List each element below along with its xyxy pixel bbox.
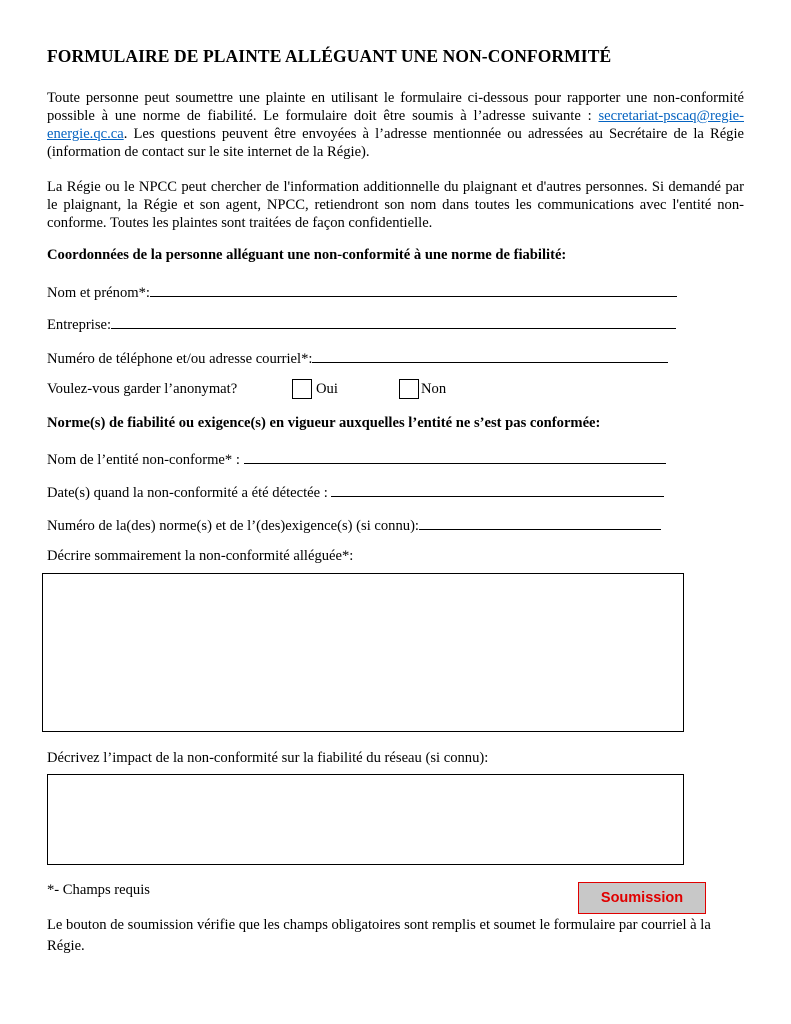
- date-label: Date(s) quand la non-conformité a été détectée :: [47, 485, 332, 501]
- submit-button[interactable]: Soumission: [578, 882, 706, 914]
- anonymity-yes-checkbox[interactable]: [292, 379, 312, 399]
- phone-label: Numéro de téléphone et/ou adresse courriel*:: [47, 351, 313, 367]
- required-note: *- Champs requis: [47, 882, 150, 898]
- date-input-line[interactable]: [331, 482, 664, 497]
- anonymity-no-checkbox[interactable]: [399, 379, 419, 399]
- impact-textarea[interactable]: [47, 774, 684, 865]
- norms-section-heading: Norme(s) de fiabilité ou exigence(s) en vigueur auxquelles l’entité ne s’est pas conformée:: [47, 415, 601, 431]
- name-field-row: [47, 282, 677, 302]
- email-link[interactable]: secretariat-pscaq@regie-energie.qc.ca: [47, 108, 744, 142]
- date-field-row: [47, 482, 664, 502]
- company-field-row: [47, 314, 676, 334]
- company-input-line[interactable]: [111, 314, 676, 329]
- company-label: Entreprise:: [47, 317, 112, 333]
- submit-note: Le bouton de soumission vérifie que les champs obligatoires sont remplis et soumet le formulaire par courriel à la Régie.: [47, 917, 711, 954]
- entity-label: Nom de l’entité non-conforme* :: [47, 452, 244, 468]
- norm-input-line[interactable]: [419, 515, 661, 530]
- description-textarea[interactable]: [42, 573, 684, 732]
- impact-label: Décrivez l’impact de la non-conformité sur la fiabilité du réseau (si connu):: [47, 750, 489, 766]
- form-title: FORMULAIRE DE PLAINTE ALLÉGUANT UNE NON-CONFORMITÉ: [47, 46, 612, 66]
- norm-field-row: [47, 515, 661, 535]
- intro-text-end: . Les questions peuvent être envoyées à l’adresse mentionnée ou adressées au Secrétaire de la Régie (information de contact sur le site internet de la Régie).: [47, 126, 744, 160]
- phone-field-row: [47, 348, 668, 368]
- name-label: Nom et prénom*:: [47, 285, 150, 301]
- intro-paragraph: [47, 89, 744, 161]
- confidentiality-paragraph: La Régie ou le NPCC peut chercher de l'information additionnelle du plaignant et d'autres personnes. Si demandé par le plaignant, la Régie et son agent, NPCC, retiendront son nom dans toutes les communications avec l'entité non-conforme. Toutes les plaintes sont traitées de façon confidentielle.: [47, 179, 744, 231]
- anonymity-yes-label: Oui: [316, 381, 338, 397]
- entity-field-row: [47, 449, 666, 469]
- anonymity-label: Voulez-vous garder l’anonymat?: [47, 381, 238, 397]
- phone-input-line[interactable]: [312, 348, 668, 363]
- contact-section-heading: Coordonnées de la personne alléguant une non-conformité à une norme de fiabilité:: [47, 247, 567, 263]
- anonymity-no-label: Non: [421, 381, 447, 397]
- norm-label: Numéro de la(des) norme(s) et de l’(des)exigence(s) (si connu):: [47, 518, 419, 534]
- entity-input-line[interactable]: [244, 449, 666, 464]
- describe-label: Décrire sommairement la non-conformité alléguée*:: [47, 548, 354, 564]
- name-input-line[interactable]: [150, 282, 677, 297]
- intro-text-start: Toute personne peut soumettre une plainte en utilisant le formulaire ci-dessous pour rapporter une non-conformité possible à une norme de fiabilité. Le formulaire doit être soumis à l’adresse suivante :: [47, 90, 744, 124]
